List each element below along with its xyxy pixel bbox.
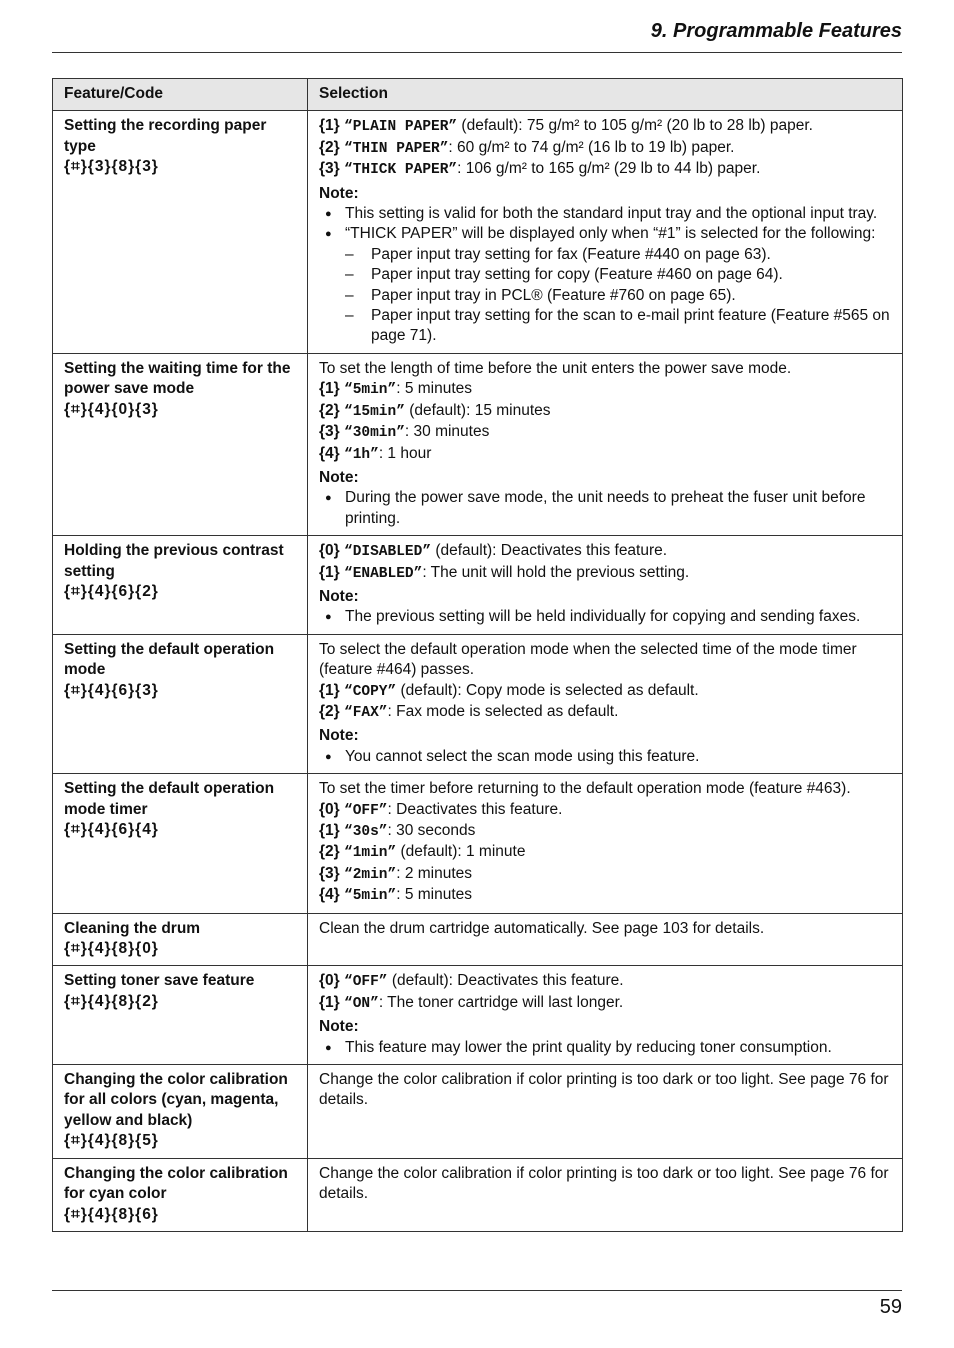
note-label: Note: xyxy=(319,184,359,202)
selection-cell xyxy=(308,774,903,913)
feature-name: Setting the default operation mode timer xyxy=(64,780,275,818)
option-key: {2} xyxy=(319,138,340,156)
option-text: (default): Copy mode is selected as default. xyxy=(396,681,699,699)
option-key: {0} xyxy=(319,800,340,818)
note-label: Note: xyxy=(319,468,359,486)
option-value: “ENABLED” xyxy=(344,565,423,582)
option-key: {1} xyxy=(319,993,340,1011)
option-line xyxy=(319,116,894,137)
feature-cell xyxy=(53,1158,308,1231)
option-value: “2min” xyxy=(344,866,397,883)
selection-intro: Change the color calibration if color printing is too dark or too light. See page 76 for details. xyxy=(319,1071,889,1109)
option-line xyxy=(319,702,894,723)
option-text: (default): 75 g/m² to 105 g/m² (20 lb to 28 lb) paper. xyxy=(457,117,813,135)
option-line xyxy=(319,842,894,863)
option-value: “30min” xyxy=(344,425,405,442)
note-item: ● The previous setting will be held individually for copying and sending faxes. xyxy=(319,607,894,627)
selection-intro: To select the default operation mode when the selected time of the mode timer (feature #464) passes. xyxy=(319,640,857,679)
option-text: : 1 hour xyxy=(378,444,432,462)
option-value: “OFF” xyxy=(344,802,388,819)
feature-name: Setting the default operation mode xyxy=(64,640,275,679)
option-line xyxy=(319,379,894,400)
table-row xyxy=(53,634,903,773)
option-text: : The toner cartridge will last longer. xyxy=(378,993,624,1011)
note-label: Note: xyxy=(319,587,359,605)
option-value: “FAX” xyxy=(344,704,388,721)
note-item: ● This feature may lower the print quality by reducing toner consumption. xyxy=(319,1038,894,1058)
option-value: “DISABLED” xyxy=(344,544,432,561)
option-text: (default): 1 minute xyxy=(396,843,526,861)
option-key: {2} xyxy=(319,702,340,720)
note-list xyxy=(319,607,894,627)
note-list xyxy=(319,747,894,767)
feature-code: {⌗}{3}{8}{3} xyxy=(64,158,159,176)
option-key: {1} xyxy=(319,822,340,839)
selection-cell xyxy=(308,1158,903,1231)
selection-cell xyxy=(308,634,903,773)
feature-name: Holding the previous contrast setting xyxy=(64,542,284,580)
option-text: : 5 minutes xyxy=(396,886,473,904)
table-row xyxy=(53,111,903,353)
feature-cell xyxy=(53,111,308,353)
option-value: “THICK PAPER” xyxy=(344,162,458,179)
option-key: {3} xyxy=(319,160,340,178)
subnote-item: – Paper input tray setting for fax (Feature #440 on page 63). xyxy=(345,245,894,265)
option-value: “5min” xyxy=(344,382,397,399)
subnote-item: – Paper input tray setting for the scan to e-mail print feature (Feature #565 on page 71). xyxy=(345,306,894,347)
option-text: : 30 minutes xyxy=(404,423,490,441)
option-text: (default): 15 minutes xyxy=(404,401,551,419)
option-key: {3} xyxy=(319,864,340,882)
option-line xyxy=(319,541,894,562)
feature-code: {⌗}{4}{6}{3} xyxy=(64,681,159,699)
feature-code: {⌗}{4}{8}{2} xyxy=(64,992,159,1010)
option-key: {4} xyxy=(319,886,340,904)
selection-cell xyxy=(308,913,903,966)
note-list xyxy=(319,1038,894,1058)
note-text: “THICK PAPER” will be displayed only when “#1” is selected for the following: xyxy=(345,225,876,243)
option-key: {0} xyxy=(319,972,340,990)
note-item: ● During the power save mode, the unit needs to preheat the fuser unit before printing. xyxy=(319,488,894,529)
subnote-list xyxy=(345,245,894,347)
option-line xyxy=(319,993,894,1014)
option-value: “PLAIN PAPER” xyxy=(344,119,458,136)
option-key: {1} xyxy=(319,117,340,135)
feature-cell xyxy=(53,774,308,913)
option-key: {2} xyxy=(319,843,340,861)
option-line xyxy=(319,800,894,821)
section-title: 9. Programmable Features xyxy=(650,20,902,42)
note-label: Note: xyxy=(319,1018,359,1036)
option-text: (default): Deactivates this feature. xyxy=(431,542,668,560)
option-line xyxy=(319,971,894,992)
note-item xyxy=(319,224,894,346)
table-row xyxy=(53,353,903,535)
table-row xyxy=(53,536,903,635)
option-key: {1} xyxy=(319,380,340,398)
selection-intro: To set the length of time before the unit enters the power save mode. xyxy=(319,359,792,377)
option-text: : 106 g/m² to 165 g/m² (29 lb to 44 lb) paper. xyxy=(457,160,761,178)
note-list xyxy=(319,488,894,529)
option-text: : 5 minutes xyxy=(396,380,473,398)
option-value: “1min” xyxy=(344,845,397,862)
feature-name: Setting the waiting time for the power save mode xyxy=(64,359,291,398)
option-line xyxy=(319,864,894,885)
header-rule xyxy=(52,52,902,53)
feature-code: {⌗}{4}{0}{3} xyxy=(64,400,159,418)
feature-name: Setting the recording paper type xyxy=(64,117,267,155)
feature-code: {⌗}{4}{8}{5} xyxy=(64,1132,159,1150)
option-key: {1} xyxy=(319,681,340,699)
column-header-feature: Feature/Code xyxy=(53,79,308,111)
option-line xyxy=(319,401,894,422)
page-number: 59 xyxy=(879,1296,902,1318)
table-header-row xyxy=(53,79,903,111)
feature-cell xyxy=(53,1065,308,1159)
note-label: Note: xyxy=(319,727,359,745)
feature-cell xyxy=(53,966,308,1065)
selection-intro: To set the timer before returning to the default operation mode (feature #463). xyxy=(319,780,851,798)
option-value: “OFF” xyxy=(344,974,388,991)
option-key: {1} xyxy=(319,563,340,581)
option-line xyxy=(319,563,894,584)
option-line xyxy=(319,159,894,180)
option-value: “1h” xyxy=(344,446,379,463)
option-key: {4} xyxy=(319,444,340,462)
selection-cell xyxy=(308,353,903,535)
option-text: : The unit will hold the previous setting. xyxy=(422,563,690,581)
option-text: : Fax mode is selected as default. xyxy=(387,702,619,720)
feature-code: {⌗}{4}{6}{4} xyxy=(64,821,159,838)
note-item: ● You cannot select the scan mode using this feature. xyxy=(319,747,894,767)
table-row xyxy=(53,913,903,966)
feature-cell xyxy=(53,536,308,635)
table-row xyxy=(53,774,903,913)
feature-table xyxy=(52,78,903,1232)
option-text: : Deactivates this feature. xyxy=(387,800,563,818)
option-key: {3} xyxy=(319,423,340,441)
option-value: “ON” xyxy=(344,995,379,1012)
feature-cell xyxy=(53,353,308,535)
option-text: (default): Deactivates this feature. xyxy=(387,972,624,990)
feature-cell xyxy=(53,634,308,773)
selection-cell xyxy=(308,536,903,635)
feature-name: Changing the color calibration for all colors (cyan, magenta, yellow and black) xyxy=(64,1071,288,1129)
feature-code: {⌗}{4}{6}{2} xyxy=(64,582,159,600)
feature-code: {⌗}{4}{8}{0} xyxy=(64,940,159,958)
table-row xyxy=(53,1065,903,1159)
note-list xyxy=(319,204,894,347)
subnote-item: – Paper input tray in PCL® (Feature #760 on page 65). xyxy=(345,286,894,306)
table-row xyxy=(53,966,903,1065)
feature-code: {⌗}{4}{8}{6} xyxy=(64,1205,159,1223)
note-item: ● This setting is valid for both the standard input tray and the optional input tray. xyxy=(319,204,894,224)
option-line xyxy=(319,821,894,842)
option-value: “30s” xyxy=(344,824,388,840)
feature-name: Setting toner save feature xyxy=(64,972,255,990)
option-key: {0} xyxy=(319,542,340,560)
feature-name: Cleaning the drum xyxy=(64,919,201,937)
option-text: : 2 minutes xyxy=(396,864,473,882)
option-line xyxy=(319,681,894,702)
option-value: “5min” xyxy=(344,888,397,905)
option-text: : 60 g/m² to 74 g/m² (16 lb to 19 lb) paper. xyxy=(448,138,735,156)
option-line xyxy=(319,422,894,443)
option-value: “15min” xyxy=(344,403,405,420)
feature-cell xyxy=(53,913,308,966)
selection-cell xyxy=(308,111,903,353)
selection-cell xyxy=(308,1065,903,1159)
subnote-item: – Paper input tray setting for copy (Feature #460 on page 64). xyxy=(345,265,894,285)
selection-intro: Clean the drum cartridge automatically. See page 103 for details. xyxy=(319,919,765,937)
option-text: : 30 seconds xyxy=(387,822,476,839)
option-value: “COPY” xyxy=(344,683,397,700)
option-line xyxy=(319,138,894,159)
table-row xyxy=(53,1158,903,1231)
option-line xyxy=(319,444,894,465)
selection-cell xyxy=(308,966,903,1065)
option-line xyxy=(319,885,894,906)
option-value: “THIN PAPER” xyxy=(344,140,449,157)
selection-intro: Change the color calibration if color printing is too dark or too light. See page 76 for details. xyxy=(319,1164,889,1203)
column-header-selection: Selection xyxy=(308,79,903,111)
footer-rule xyxy=(52,1290,902,1291)
feature-name: Changing the color calibration for cyan color xyxy=(64,1164,288,1203)
option-key: {2} xyxy=(319,401,340,419)
